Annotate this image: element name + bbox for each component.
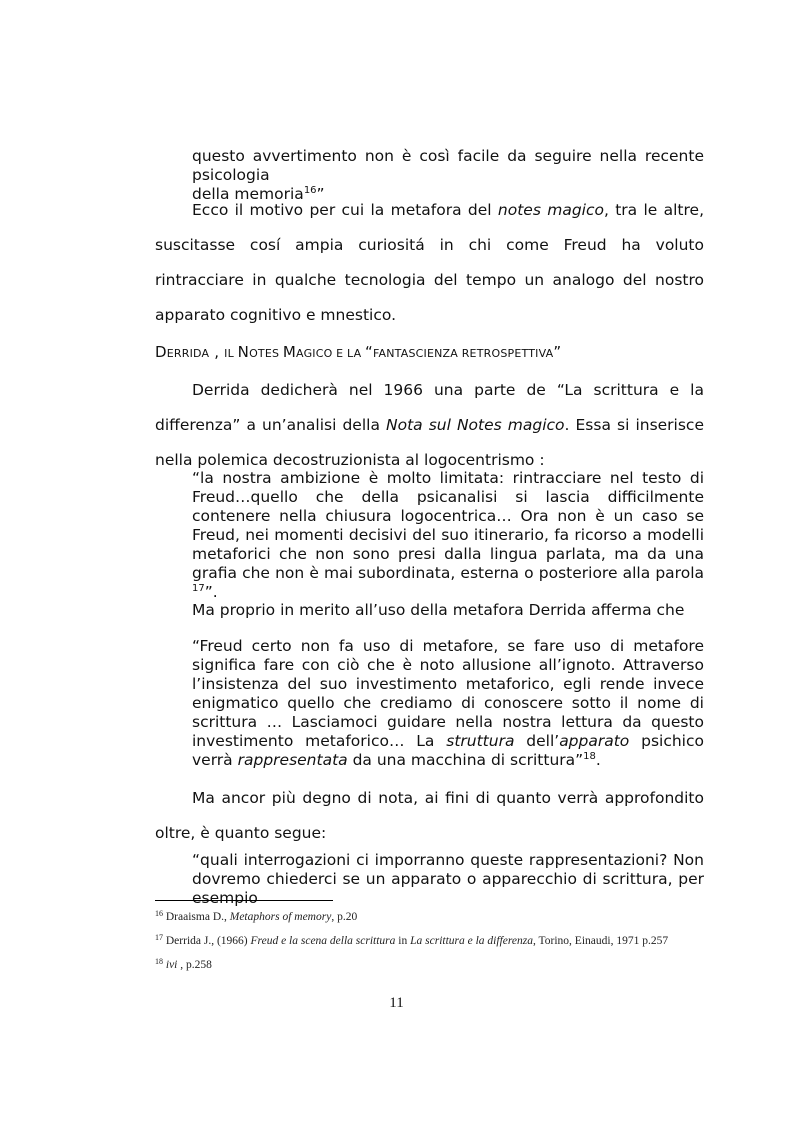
body-paragraph-4: Ma ancor più degno di nota, ai fini di quanto verrà approfondito oltre, è quanto segue: — [155, 789, 704, 842]
footnote-ref-16[interactable]: 16 — [303, 185, 317, 196]
footnote-separator — [155, 900, 333, 901]
page-number: 11 — [389, 995, 404, 1011]
footnote-ref-18[interactable]: 18 — [583, 751, 596, 762]
footnote-18: $^{18}$ ivi , p.258 — [155, 957, 212, 971]
block-quote-2: “Freud certo non fa uso di metafore, se fare uso di metafore significa fare con ciò che è noto allusione all’ignoto. Attraverso l’insistenza del suo investimento metaforico, egli rende invece enigmatico quello che crediamo di conoscere sotto il nome di scrittura … Lasciamoci guidare nella nostra lettura da questo investimento metaforico… La struttura dell’apparato psichico verrà rappresentata da una macchina di scrittura”$^{18}$. — [192, 637, 704, 769]
quote-continuation-line-2: della memoria$^{16}$” — [192, 185, 325, 203]
body-paragraph-2: Derrida dedicherà nel 1966 una parte de “La scrittura e la differenza” a un’analisi della Nota sul Notes magico. Essa si inserisce nella polemica decostruzionista al logocentrismo : — [155, 381, 704, 469]
section-heading: DERRIDA , IL NOTES MAGICO E LA “FANTASCIENZA RETROSPETTIVA” — [155, 343, 562, 361]
body-paragraph-3: Ma proprio in merito all’uso della metafora Derrida afferma che — [192, 601, 685, 619]
footnote-17: $^{17}$ Derrida J., (1966) Freud e la scena della scrittura in La scrittura e la differenza, Torino, Einaudi, 1971 p.257 — [155, 933, 669, 947]
block-quote-3: “quali interrogazioni ci imporranno queste rappresentazioni? Non dovremo chiederci se un apparato o apparecchio di scrittura, per esempio — [192, 851, 704, 907]
footnote-ref-17[interactable]: 17 — [192, 583, 205, 594]
body-paragraph-1: Ecco il motivo per cui la metafora del notes magico, tra le altre, suscitasse cosí ampia curiositá in chi come Freud ha voluto rintracciare in qualche tecnologia del tempo un analogo del nostro apparato cognitivo e mnestico. — [155, 201, 704, 324]
footnote-16: $^{16}$ Draaisma D., Metaphors of memory, p.20 — [155, 909, 358, 923]
quote-continuation-line-1: questo avvertimento non è così facile da seguire nella recente psicologia — [192, 147, 704, 184]
block-quote-1: “la nostra ambizione è molto limitata: rintracciare nel testo di Freud…quello che della psicanalisi si lascia difficilmente contenere nella chiusura logocentrica… Ora non è un caso se Freud, nei momenti decisivi del suo itinerario, fa ricorso a modelli metaforici che non sono presi dalla lingua parlata, ma da una grafia che non è mai subordinata, esterna o posteriore alla parola $^{17}$”. — [192, 469, 704, 601]
